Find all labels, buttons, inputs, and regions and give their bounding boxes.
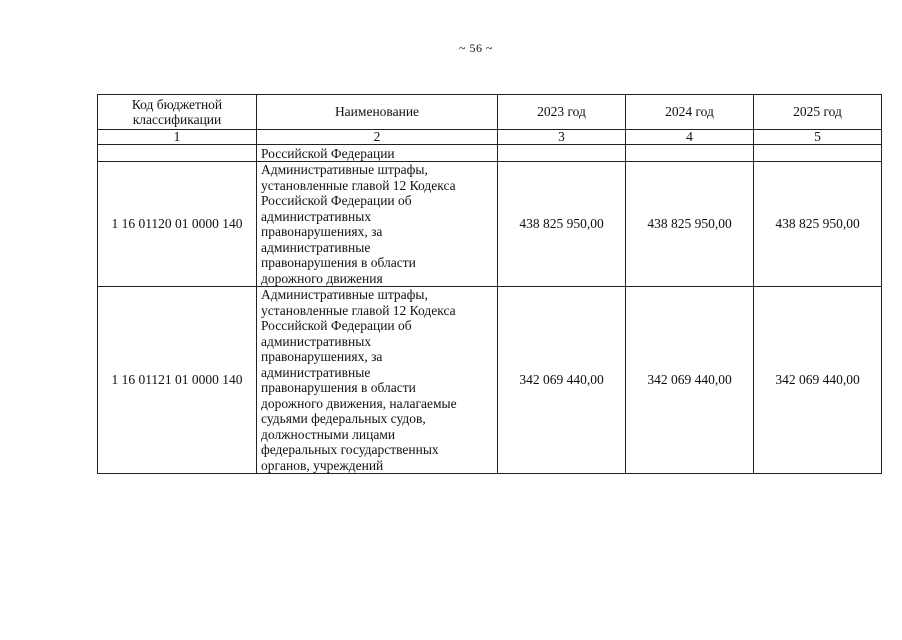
table-header-row	[98, 95, 882, 130]
cell-name	[257, 162, 498, 287]
header-name: Наименование	[257, 95, 498, 130]
cell-code: 1 16 01121 01 0000 140	[98, 287, 257, 474]
cell-2025	[754, 145, 882, 162]
name-line: дорожного движения	[261, 270, 383, 286]
cell-code	[98, 145, 257, 162]
column-number: 3	[498, 130, 626, 145]
continuation-row	[98, 145, 882, 162]
header-2024: 2024 год	[626, 95, 754, 130]
cell-name	[257, 287, 498, 474]
cell-2025: 438 825 950,00	[754, 162, 882, 287]
name-line: Российской Федерации об	[261, 193, 412, 208]
name-line: Административные штрафы,	[261, 162, 428, 177]
budget-table	[97, 94, 882, 474]
column-number: 1	[98, 130, 257, 145]
cell-2024: 342 069 440,00	[626, 287, 754, 474]
header-2023: 2023 год	[498, 95, 626, 130]
cell-2025: 342 069 440,00	[754, 287, 882, 474]
cell-2024: 438 825 950,00	[626, 162, 754, 287]
header-2025: 2025 год	[754, 95, 882, 130]
table-row	[98, 287, 882, 474]
header-code-line-2: классификации	[132, 112, 222, 127]
name-line: Российской Федерации об	[261, 318, 412, 333]
page-number: ~ 56 ~	[459, 41, 493, 55]
column-number-row	[98, 130, 882, 145]
name-line: судьями федеральных судов,	[261, 411, 426, 426]
cell-2023: 342 069 440,00	[498, 287, 626, 474]
name-line: административные	[261, 364, 371, 380]
name-line: федеральных государственных	[261, 442, 439, 457]
name-line: правонарушениях, за	[261, 349, 383, 364]
column-number: 4	[626, 130, 754, 145]
name-line: должностными лицами	[261, 426, 396, 442]
cell-code: 1 16 01120 01 0000 140	[98, 162, 257, 287]
name-line: правонарушениях, за	[261, 224, 383, 239]
column-number: 5	[754, 130, 882, 145]
name-line: административных	[261, 208, 372, 224]
name-line: правонарушения в области	[261, 380, 416, 395]
cell-2024	[626, 145, 754, 162]
header-code-line-1: Код бюджетной	[131, 96, 223, 112]
name-line: установленные главой 12 Кодекса	[261, 177, 456, 193]
name-line: Административные штрафы,	[261, 287, 428, 302]
table-row	[98, 162, 882, 287]
column-number: 2	[257, 130, 498, 145]
name-line: дорожного движения, налагаемые	[261, 395, 457, 411]
name-line: административных	[261, 333, 372, 349]
name-line: органов, учреждений	[261, 457, 384, 473]
name-line: правонарушения в области	[261, 255, 416, 270]
header-code	[98, 95, 257, 130]
name-line: административные	[261, 239, 371, 255]
name-line: установленные главой 12 Кодекса	[261, 302, 456, 318]
cell-name: Российской Федерации	[257, 145, 498, 162]
cell-2023: 438 825 950,00	[498, 162, 626, 287]
cell-2023	[498, 145, 626, 162]
